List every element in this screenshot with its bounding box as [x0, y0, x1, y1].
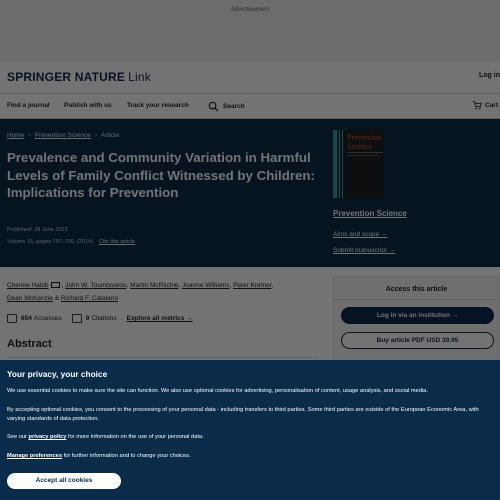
privacy-pre: See our [7, 434, 27, 440]
cookie-text-consent: By accepting optional cookies, you consent to the processing of your personal data - including transfers to third parties. Some third parties are outside of the European Economic Area, with varying standards of data protection. [7, 407, 479, 422]
accept-all-cookies-button[interactable]: Accept all cookies [7, 473, 121, 489]
cookie-text-essential: We use essential cookies to make sure the site can function. We also use optional cookies for advertising, personalisation of content, usage analysis, and social media. [7, 388, 428, 394]
privacy-post: for more information on the use of your personal data. [68, 434, 204, 440]
cookie-banner [0, 360, 500, 500]
cookie-text-preferences [7, 452, 497, 461]
cookie-text-privacy [7, 433, 497, 442]
preferences-post: for further information and to change your choices. [63, 453, 191, 459]
privacy-policy-link[interactable]: privacy policy [28, 434, 67, 440]
manage-preferences-link[interactable]: Manage preferences [7, 453, 63, 459]
cookie-title: Your privacy, your choice [7, 369, 108, 379]
